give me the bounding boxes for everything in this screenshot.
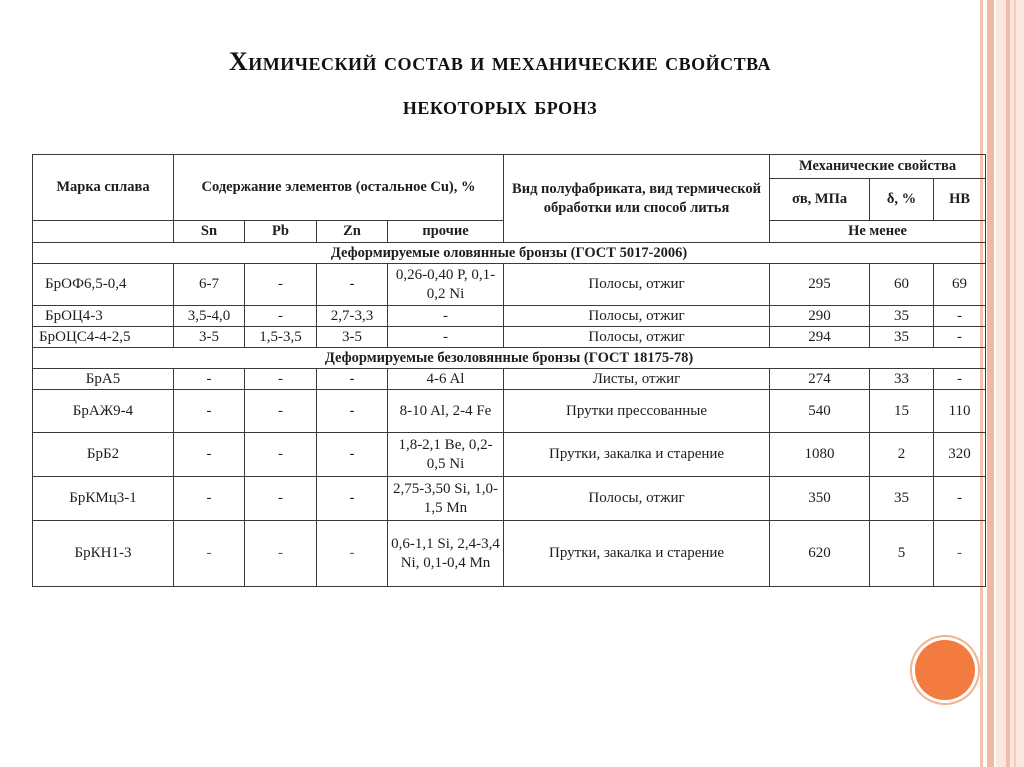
cell-pb: - [245, 390, 317, 433]
cell-delta: 35 [870, 306, 934, 327]
cell-delta: 35 [870, 327, 934, 348]
cell-zn: - [317, 264, 388, 306]
cell-pb: - [245, 369, 317, 390]
cell-kind: Прутки, закалка и старение [504, 521, 770, 587]
cell-zn: - [317, 433, 388, 477]
cell-sigma: 540 [770, 390, 870, 433]
table-row [33, 264, 986, 306]
cell-alloy: БрА5 [33, 369, 174, 390]
cell-sigma: 620 [770, 521, 870, 587]
decor-stripe [996, 0, 1024, 767]
header-alloy: Марка сплава [33, 155, 174, 221]
section-tin-bronzes: Деформируемые оловянные бронзы (ГОСТ 5017-2006) [33, 243, 986, 264]
cell-delta: 2 [870, 433, 934, 477]
header-kind: Вид полуфабриката, вид термической обработки или способ литья [504, 155, 770, 243]
cell-sigma: 350 [770, 477, 870, 521]
table-row [33, 390, 986, 433]
cell-delta: 5 [870, 521, 934, 587]
cell-sn: 3,5-4,0 [174, 306, 245, 327]
cell-other: - [388, 327, 504, 348]
cell-sn: - [174, 369, 245, 390]
cell-zn: 3-5 [317, 327, 388, 348]
cell-sn: - [174, 390, 245, 433]
cell-hb: 110 [934, 390, 986, 433]
header-content: Содержание элементов (остальное Cu), % [174, 155, 504, 221]
cell-pb: 1,5-3,5 [245, 327, 317, 348]
cell-sigma: 294 [770, 327, 870, 348]
cell-zn: - [317, 521, 388, 587]
cell-sigma: 290 [770, 306, 870, 327]
cell-delta: 35 [870, 477, 934, 521]
table-row [33, 521, 986, 587]
table-row [33, 477, 986, 521]
cell-hb: - [934, 477, 986, 521]
cell-sigma: 274 [770, 369, 870, 390]
cell-alloy: БрКН1-3 [33, 521, 174, 587]
title-line-1: Химический состав и механические свойства [228, 47, 772, 76]
title-line-2: некоторых бронз [402, 91, 598, 120]
cell-alloy: БрОЦ4-3 [33, 306, 174, 327]
table-row [33, 306, 986, 327]
cell-sigma: 1080 [770, 433, 870, 477]
cell-alloy: БрБ2 [33, 433, 174, 477]
cell-zn: 2,7-3,3 [317, 306, 388, 327]
header-pb: Pb [245, 221, 317, 243]
cell-hb: - [934, 306, 986, 327]
cell-other: 8-10 Al, 2-4 Fe [388, 390, 504, 433]
cell-alloy: БрКМц3-1 [33, 477, 174, 521]
cell-sn: 3-5 [174, 327, 245, 348]
header-sigma: σв, МПа [770, 179, 870, 221]
cell-hb: - [934, 327, 986, 348]
cell-pb: - [245, 306, 317, 327]
cell-kind: Прутки, закалка и старение [504, 433, 770, 477]
cell-pb: - [245, 521, 317, 587]
bronze-table-container [32, 154, 985, 587]
cell-zn: - [317, 369, 388, 390]
cell-pb: - [245, 433, 317, 477]
cell-other: 4-6 Al [388, 369, 504, 390]
table-row [33, 369, 986, 390]
bronze-properties-table [32, 154, 986, 587]
header-hb: HB [934, 179, 986, 221]
cell-sn: - [174, 521, 245, 587]
cell-pb: - [245, 477, 317, 521]
cell-alloy: БрОФ6,5-0,4 [33, 264, 174, 306]
header-other: прочие [388, 221, 504, 243]
cell-sigma: 295 [770, 264, 870, 306]
header-mech: Механические свойства [770, 155, 986, 179]
cell-hb: 320 [934, 433, 986, 477]
decor-stripe [1014, 0, 1016, 767]
cell-other: 0,6-1,1 Si, 2,4-3,4 Ni, 0,1-0,4 Mn [388, 521, 504, 587]
cell-hb: 69 [934, 264, 986, 306]
section-tinless-bronzes: Деформируемые безоловянные бронзы (ГОСТ 18175-78) [33, 348, 986, 369]
cell-hb: - [934, 521, 986, 587]
cell-other: 2,75-3,50 Si, 1,0-1,5 Mn [388, 477, 504, 521]
header-delta: δ, % [870, 179, 934, 221]
slide-title [40, 40, 960, 128]
cell-sn: 6-7 [174, 264, 245, 306]
cell-kind: Листы, отжиг [504, 369, 770, 390]
table-row [33, 327, 986, 348]
cell-zn: - [317, 390, 388, 433]
cell-delta: 33 [870, 369, 934, 390]
decor-circle [915, 640, 975, 700]
decor-stripe [1006, 0, 1010, 767]
cell-delta: 60 [870, 264, 934, 306]
header-alloy-cont [33, 221, 174, 243]
header-sn: Sn [174, 221, 245, 243]
header-zn: Zn [317, 221, 388, 243]
cell-other: 1,8-2,1 Be, 0,2-0,5 Ni [388, 433, 504, 477]
cell-sn: - [174, 433, 245, 477]
cell-alloy: БрОЦС4-4-2,5 [33, 327, 174, 348]
decor-stripe [987, 0, 994, 767]
cell-kind: Полосы, отжиг [504, 306, 770, 327]
cell-kind: Прутки прессованные [504, 390, 770, 433]
cell-other: 0,26-0,40 P, 0,1-0,2 Ni [388, 264, 504, 306]
table-row [33, 433, 986, 477]
cell-kind: Полосы, отжиг [504, 327, 770, 348]
cell-hb: - [934, 369, 986, 390]
cell-other: - [388, 306, 504, 327]
cell-kind: Полосы, отжиг [504, 477, 770, 521]
cell-sn: - [174, 477, 245, 521]
cell-kind: Полосы, отжиг [504, 264, 770, 306]
cell-pb: - [245, 264, 317, 306]
cell-zn: - [317, 477, 388, 521]
cell-alloy: БрАЖ9-4 [33, 390, 174, 433]
header-min: Не менее [770, 221, 986, 243]
cell-delta: 15 [870, 390, 934, 433]
